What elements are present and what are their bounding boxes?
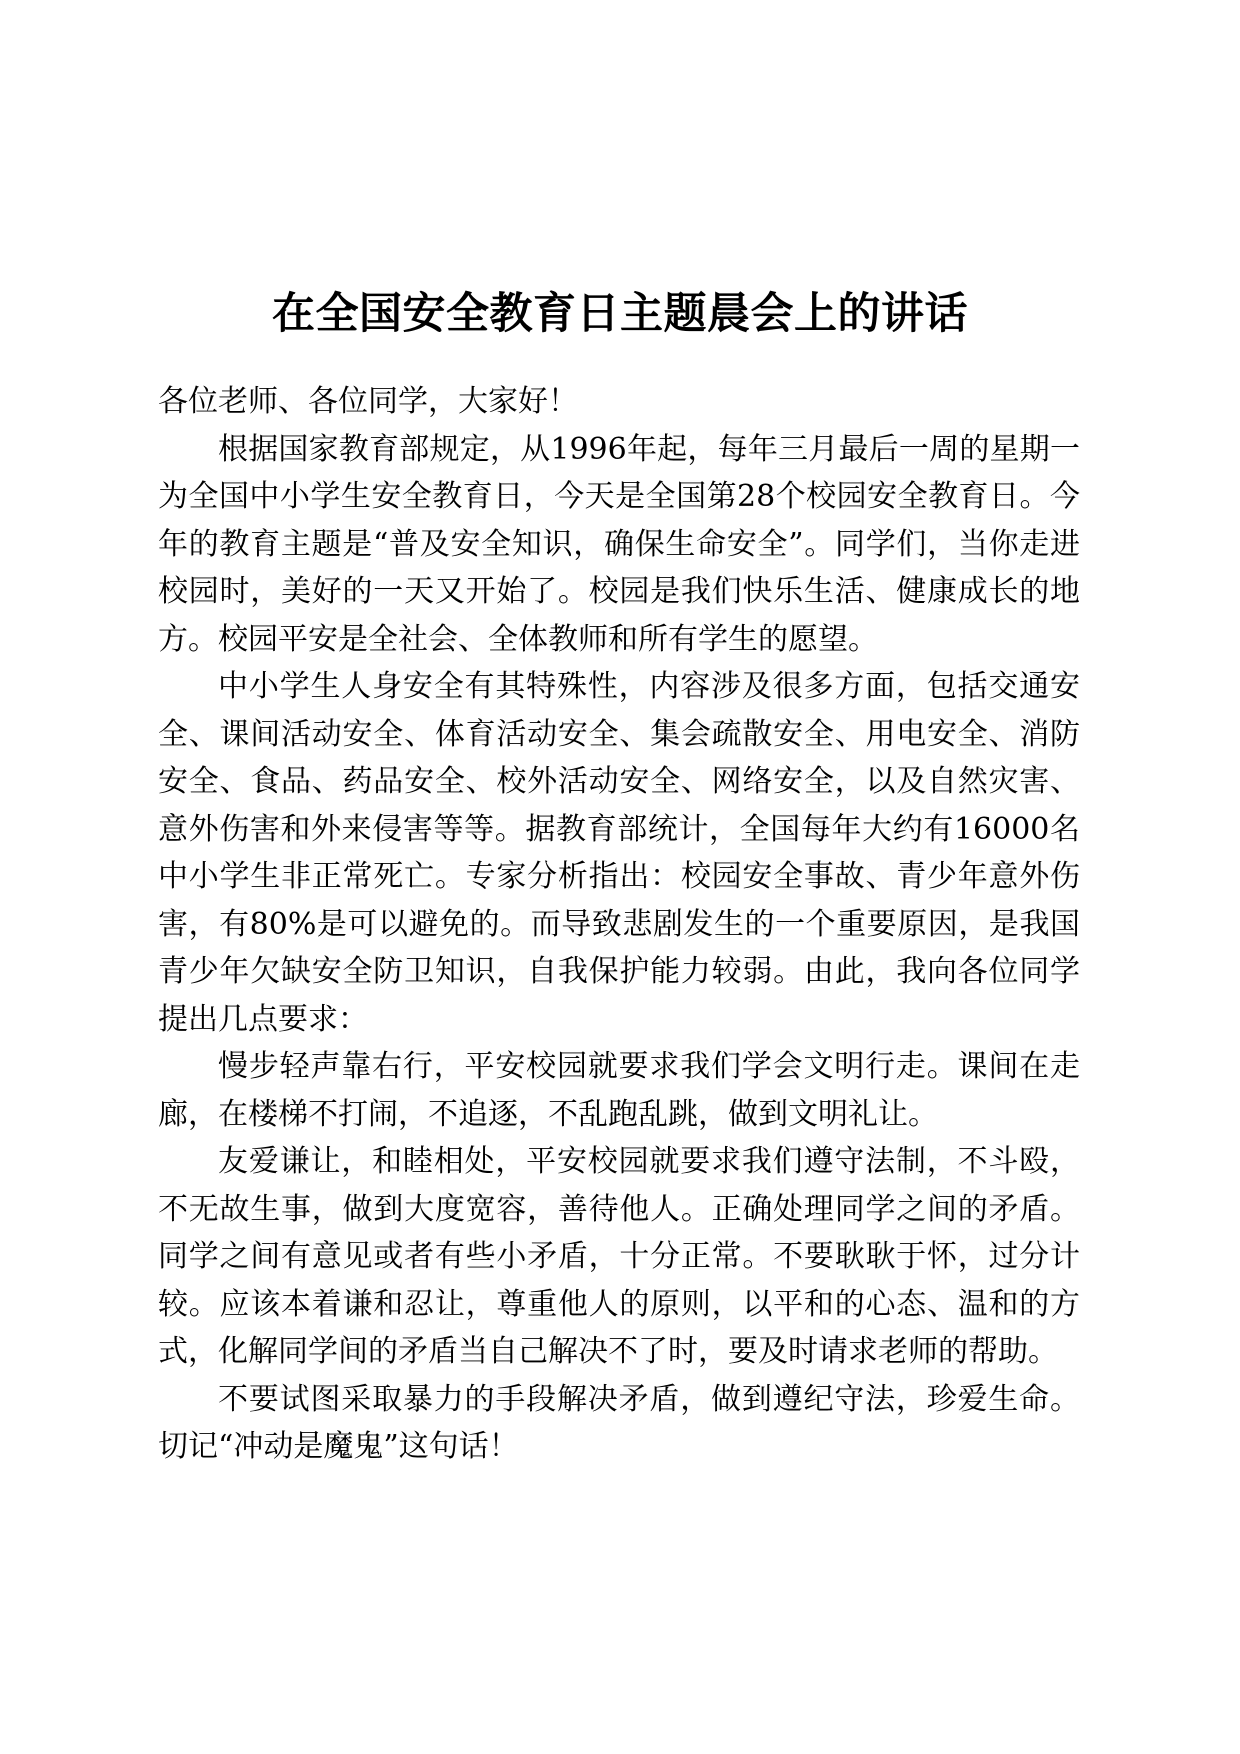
paragraph-2: 中小学生人身安全有其特殊性，内容涉及很多方面，包括交通安全、课间活动安全、体育活动安全、集会疏散安全、用电安全、消防安全、食品、药品安全、校外活动安全、网络安全，以及自然灾害、意外伤害和外来侵害等等。据教育部统计，全国每年大约有16000名中小学生非正常死亡。专家分析指出：校园安全事故、青少年意外伤害，有80%是可以避免的。而导致悲剧发生的一个重要原因，是我国青少年欠缺安全防卫知识，自我保护能力较弱。由此，我向各位同学提出几点要求：: [158, 669, 1080, 1037]
paragraph-1: 根据国家教育部规定，从1996年起，每年三月最后一周的星期一为全国中小学生安全教育日，今天是全国第28个校园安全教育日。今年的教育主题是“普及安全知识，确保生命安全”。同学们，当你走进校园时，美好的一天又开始了。校园是我们快乐生活、健康成长的地方。校园平安是全社会、全体教师和所有学生的愿望。: [158, 431, 1080, 657]
page-title: 在全国安全教育日主题晨会上的讲话: [272, 288, 968, 339]
paragraph-3: 慢步轻声靠右行，平安校园就要求我们学会文明行走。课间在走廊，在楼梯不打闹，不追逐，不乱跑乱跳，做到文明礼让。: [158, 1049, 1080, 1132]
paragraph-4: 友爱谦让，和睦相处，平安校园就要求我们遵守法制，不斗殴，不无故生事，做到大度宽容，善待他人。正确处理同学之间的矛盾。同学之间有意见或者有些小矛盾，十分正常。不要耿耿于怀，过分计较。应该本着谦和忍让，尊重他人的原则，以平和的心态、温和的方式，化解同学间的矛盾当自己解决不了时，要及时请求老师的帮助。: [158, 1144, 1080, 1369]
document-body: [158, 378, 1080, 1471]
greeting: 各位老师、各位同学，大家好！: [158, 384, 578, 419]
paragraph-5: 不要试图采取暴力的手段解决矛盾，做到遵纪守法，珍爱生命。切记“冲动是魔鬼”这句话！: [158, 1381, 1080, 1464]
